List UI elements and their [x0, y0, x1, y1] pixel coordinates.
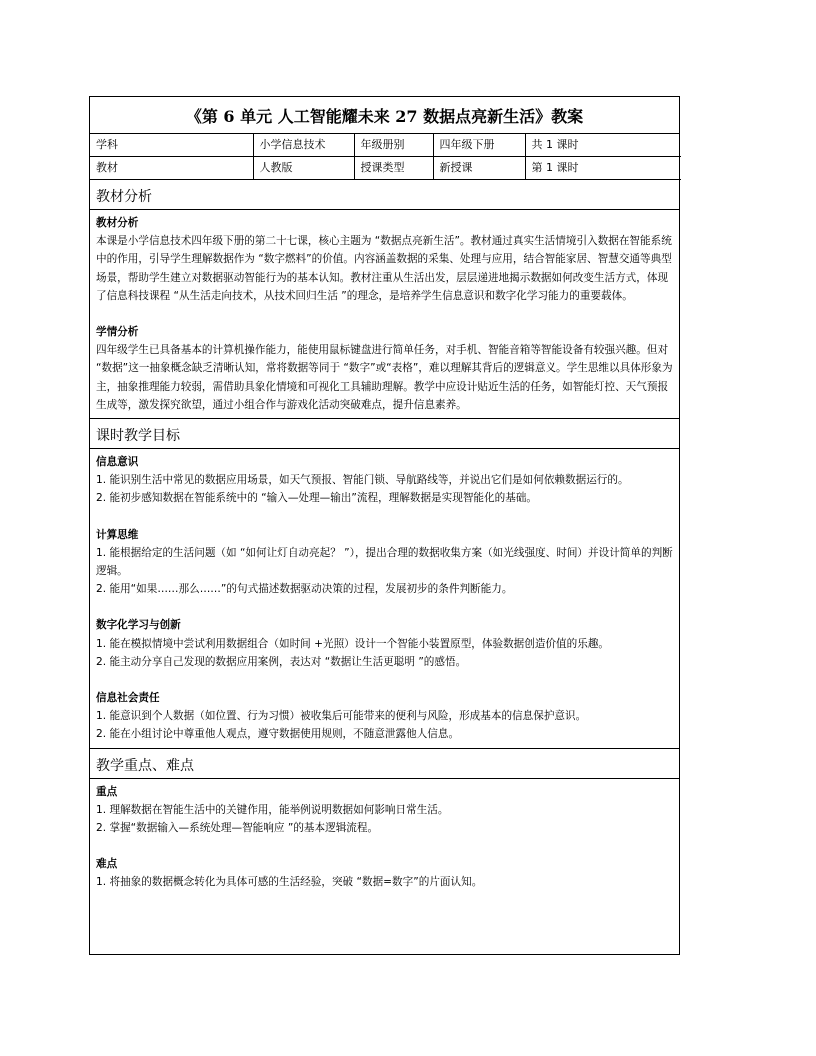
student-analysis-title: 学情分析	[96, 326, 139, 339]
key-point-item: 1. 理解数据在智能生活中的关键作用，能举例说明数据如何影响日常生活。	[96, 803, 449, 816]
current-period: 第 1 课时	[525, 157, 681, 180]
keypoints-body	[90, 779, 679, 896]
goal-item: 1. 能识别生活中常见的数据应用场景，如天气预报、智能门锁、导航路线等，并说出它们是如何依赖数据运行的。	[96, 474, 629, 487]
textbook-value: 人教版	[253, 157, 354, 180]
goal-group-title: 数字化学习与创新	[96, 619, 181, 632]
info-row	[90, 157, 681, 180]
goal-item: 2. 能用“如果……那么……”的句式描述数据驱动决策的过程，发展初步的条件判断能力。	[96, 583, 513, 596]
analysis-body	[90, 210, 679, 419]
textbook-analysis-title: 教材分析	[96, 217, 139, 229]
info-table	[90, 134, 681, 180]
grade-value: 四年级下册	[433, 134, 525, 157]
goal-item: 2. 能在小组讨论中尊重他人观点，遵守数据使用规则，不随意泄露他人信息。	[96, 728, 460, 741]
keypoints-heading: 教学重点、难点	[90, 749, 679, 779]
grade-label: 年级册别	[354, 134, 433, 157]
goal-group-title: 信息意识	[96, 456, 139, 469]
goal-item: 1. 能根据给定的生活问题（如 “如何让灯自动亮起？ ”），提出合理的数据收集方案（如光线强度、时间）并设计简单的判断逻辑。	[96, 546, 673, 578]
analysis-heading: 教材分析	[90, 180, 679, 210]
lesson-type-label: 授课类型	[354, 157, 433, 180]
subject-value: 小学信息技术	[253, 134, 354, 157]
textbook-label: 教材	[90, 157, 253, 180]
key-point-item: 2. 掌握“数据输入—系统处理—智能响应 ”的基本逻辑流程。	[96, 822, 379, 835]
goal-group-title: 信息社会责任	[96, 692, 160, 705]
lesson-type-value: 新授课	[433, 157, 525, 180]
goal-item: 2. 能主动分享自己发现的数据应用案例，表达对 “数据让生活更聪明 ”的感悟。	[96, 655, 467, 668]
subject-label: 学科	[90, 134, 253, 157]
goal-item: 1. 能意识到个人数据（如位置、行为习惯）被收集后可能带来的便利与风险，形成基本的信息保护意识。	[96, 710, 587, 723]
goal-item: 1. 能在模拟情境中尝试利用数据组合（如时间 +光照）设计一个智能小装置原型，体验数据创造价值的乐趣。	[96, 637, 610, 650]
difficult-point-item: 1. 将抽象的数据概念转化为具体可感的生活经验，突破 “数据=数字”的片面认知。	[96, 876, 483, 889]
goal-group-title: 计算思维	[96, 528, 139, 541]
textbook-analysis-text: 本课是小学信息技术四年级下册的第二十七课，核心主题为 “数据点亮新生活”。教材通过真实生活情境引入数据在智能系统中的作用，引导学生理解数据作为 “数字燃料”的价值。内容涵盖数据的采集、处理与应用，结合智能家居、智慧交通等典型场景，帮助学生建立对数据驱动智能行为的基本认知。教材注重从生活出发，层层递进地揭示数据如何改变生活方式，体现了信息科技课程 “从生活走向技术，从技术回归生活 ”的理念，是培养学生信息意识和数字化学习能力的重要载体。	[96, 235, 672, 302]
goals-heading: 课时教学目标	[90, 419, 679, 449]
student-analysis-text: 四年级学生已具备基本的计算机操作能力，能使用鼠标键盘进行简单任务，对手机、智能音箱等智能设备有较强兴趣。但对 “数据”这一抽象概念缺乏清晰认知，常将数据等同于 “数字”或“表格”，难以理解其背后的逻辑意义。学生思维以具体形象为主，抽象推理能力较弱，需借助具象化情境和可视化工具辅助理解。教学中应设计贴近生活的任务，如智能灯控、天气预报生成等，激发探究欲望，通过小组合作与游戏化活动突破难点，提升信息素养。	[96, 344, 673, 411]
document-title: 《第 6 单元 人工智能耀未来 27 数据点亮新生活》教案	[90, 97, 679, 134]
total-periods: 共 1 课时	[525, 134, 681, 157]
goals-body	[90, 449, 679, 749]
key-points-title: 重点	[96, 785, 118, 798]
difficult-points-title: 难点	[96, 858, 118, 871]
goal-item: 2. 能初步感知数据在智能系统中的 “输入—处理—输出”流程，理解数据是实现智能化的基础。	[96, 492, 537, 505]
lesson-plan-document	[89, 96, 680, 955]
info-row	[90, 134, 681, 157]
